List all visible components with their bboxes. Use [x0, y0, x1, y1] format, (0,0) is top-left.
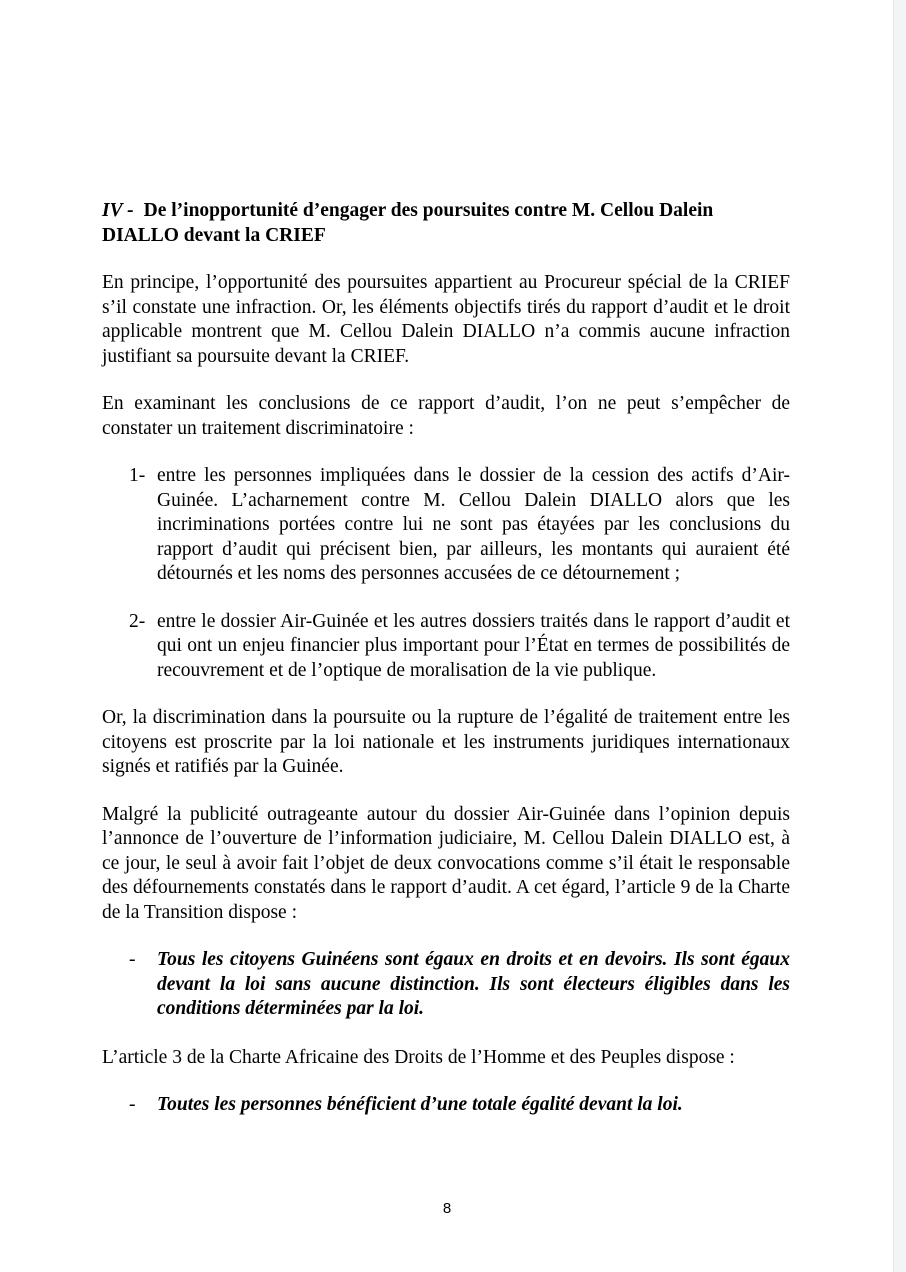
paragraph-1: En principe, l’opportunité des poursuites appartient au Procureur spécial de la CRIEF s’il constate une infraction. Or, les éléments objectifs tirés du rapport d’audit et le droit applicable montrent que M. Cellou Dalein DIALLO n’a commis aucune infraction justifiant sa poursuite devant la CRIEF. — [102, 272, 790, 367]
paragraph-5: L’article 3 de la Charte Africaine des Droits de l’Homme et des Peuples dispose : — [102, 1046, 735, 1068]
list-item-text: entre le dossier Air-Guinée et les autres dossiers traités dans le rapport d’audit et qui ont un enjeu financier plus important pour l’État en termes de possibilités de recouvrement et de l’optique de moralisation de la vie publique. — [157, 610, 790, 681]
section-heading — [102, 198, 790, 248]
quote-text: Tous les citoyens Guinéens sont égaux en droits et en devoirs. Ils sont égaux devant la loi sans aucune distinction. Ils sont électeurs éligibles dans les conditions déterminées par la loi. — [157, 949, 790, 1019]
page-edge-strip — [893, 0, 906, 1272]
list-item-2 — [102, 610, 790, 684]
document-page — [102, 198, 790, 1142]
list-marker: 1- — [129, 465, 146, 486]
paragraph-3: Or, la discrimination dans la poursuite ou la rupture de l’égalité de traitement entre les citoyens est proscrite par la loi nationale et les instruments juridiques internationaux signés et ratifiés par la Guinée. — [102, 707, 790, 777]
quote-article-9 — [102, 948, 790, 1022]
section-title: De l’inopportunité d’engager des poursuites contre M. Cellou Dalein DIALLO devant la CRIEF — [102, 200, 714, 246]
list-item-1 — [102, 464, 790, 587]
quote-dash: - — [129, 1094, 136, 1115]
page-number: 8 — [442, 1200, 452, 1217]
list-item-text: entre les personnes impliquées dans le dossier de la cession des actifs d’Air-Guinée. L’acharnement contre M. Cellou Dalein DIALLO alors que les incriminations portées contre lui ne sont pas étayées par les conclusions du rapport d’audit qui précisent bien, par ailleurs, les montants qui auraient été détournés et les noms des personnes accusées de ce détournement ; — [157, 465, 790, 584]
section-number: IV - — [102, 200, 134, 221]
list-marker: 2- — [129, 610, 146, 632]
quote-dash: - — [129, 949, 136, 970]
paragraph-2: En examinant les conclusions de ce rapport d’audit, l’on ne peut s’empêcher de constater un traitement discriminatoire : — [102, 393, 790, 439]
quote-article-3 — [102, 1093, 790, 1118]
paragraph-4: Malgré la publicité outrageante autour du dossier Air-Guinée dans l’opinion depuis l’annonce de l’ouverture de l’information judiciaire, M. Cellou Dalein DIALLO est, à ce jour, le seul à avoir fait l’objet de deux convocations comme s’il était le responsable des défournements constatés dans le rapport d’audit. A cet égard, l’article 9 de la Charte de la Transition dispose : — [102, 803, 790, 923]
quote-text: Toutes les personnes bénéficient d’une totale égalité devant la loi. — [157, 1094, 683, 1115]
